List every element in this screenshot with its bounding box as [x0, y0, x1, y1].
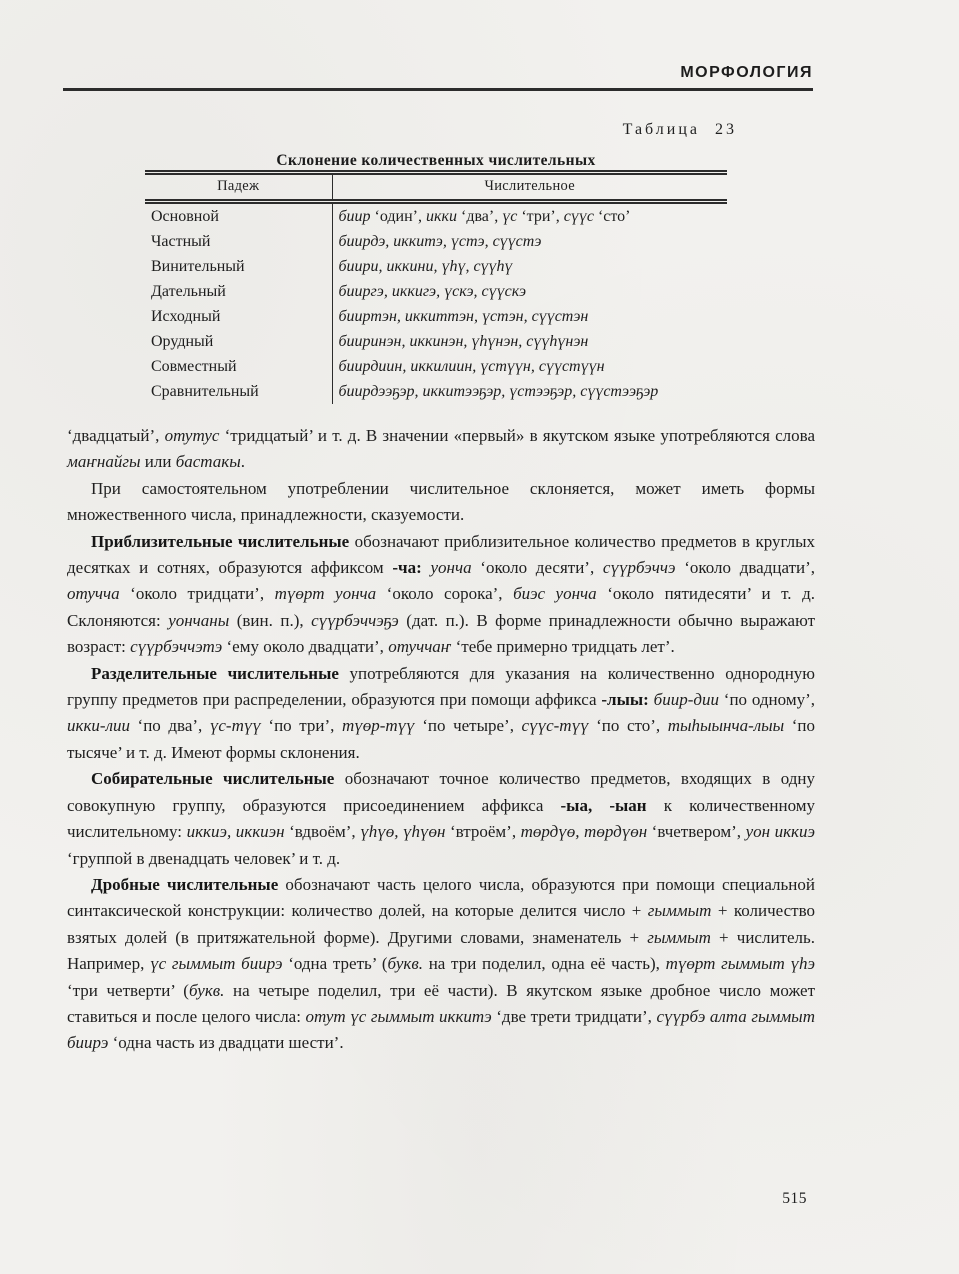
- text-run: отуччаҥ: [388, 637, 452, 657]
- text-run: к количественному числительному:: [67, 795, 816, 842]
- body-text: [67, 423, 815, 1057]
- table-row: [145, 254, 727, 279]
- text-run: отутус: [164, 426, 220, 445]
- text-run: гыммыт: [647, 901, 712, 921]
- text-run: + количество взятых долей (в притяжательной форме). Другими словами, знаменатель +: [67, 901, 815, 947]
- numeral-cell: [332, 329, 727, 354]
- text-run: на четыре поделил, три её части). В якутском языке дробное число может ставиться и после целого числа:: [67, 980, 815, 1026]
- text-run: бииргэ, иккигэ, үскэ, сүүскэ: [338, 282, 527, 300]
- case-cell: Совместный: [151, 357, 237, 375]
- text-run: төрдүө, төрдүөн: [520, 822, 648, 842]
- text-run: икки: [426, 207, 457, 225]
- case-cell: Винительный: [151, 257, 245, 275]
- table-number-label: Таблица 23: [622, 121, 737, 138]
- text-run: [422, 558, 431, 577]
- text-run: ‘около сорока’,: [376, 584, 514, 604]
- text-run: на три поделил, одна её часть),: [422, 954, 666, 974]
- text-run: ‘около пятидесяти’ и т. д. Склоняются:: [67, 584, 815, 630]
- text-run: ‘по два’,: [129, 716, 210, 736]
- text-run: ‘около десяти’,: [471, 558, 603, 578]
- text-run: отучча: [67, 584, 120, 604]
- running-head: МОРФОЛОГИЯ: [680, 64, 813, 81]
- numeral-cell: [332, 229, 727, 254]
- numeral-cell: [332, 304, 727, 329]
- numeral-cell: [332, 254, 727, 279]
- text-run: (вин. п.),: [229, 610, 312, 630]
- text-run: .: [240, 452, 245, 472]
- declension-table: [145, 170, 727, 404]
- text-run: биир: [338, 207, 371, 225]
- text-run: -ча:: [392, 558, 422, 578]
- text-run: ‘сто’: [593, 207, 631, 225]
- text-run: икки-лии: [67, 716, 130, 736]
- text-run: ‘около двадцати’,: [675, 558, 816, 578]
- text-run: ‘три’,: [517, 207, 564, 225]
- header-rule: [63, 88, 813, 91]
- text-run: ‘три четверти’ (: [67, 980, 189, 1000]
- text-run: сүүрбэччэ: [602, 558, 676, 578]
- paragraph: [67, 661, 815, 767]
- text-run: ‘по тысяче’ и т. д. Имеют формы склонения.: [67, 716, 815, 762]
- text-run: түөрт уонча: [274, 584, 377, 604]
- text-run: ‘одна часть из двадцати шести’.: [108, 1033, 344, 1053]
- text-run: ‘втроём’,: [445, 822, 521, 842]
- text-run: үс-түү: [209, 716, 261, 736]
- case-cell: Частный: [151, 232, 211, 250]
- text-run: (дат. п.). В форме принадлежности обычно выражают возраст:: [67, 610, 815, 657]
- text-run: сүүрбэччэтэ: [130, 637, 223, 657]
- table-header-row: [145, 173, 727, 202]
- paragraph: [67, 423, 815, 476]
- text-run: или: [140, 452, 176, 472]
- text-run: биирдиин, иккилиин, үстүүн, сүүстүүн: [338, 357, 605, 375]
- text-run: биири, иккини, үһү, сүүһү: [338, 257, 513, 275]
- text-run: отут үс гыммыт иккитэ: [305, 1006, 492, 1026]
- text-run: Разделительные числительные: [91, 663, 339, 683]
- text-run: сүүс-түү: [521, 716, 589, 736]
- text-run: түөр-түү: [341, 716, 415, 736]
- case-cell: Дательный: [151, 282, 226, 300]
- text-run: ‘два’,: [456, 207, 503, 225]
- case-cell: Исходный: [151, 307, 221, 325]
- case-cell: Основной: [151, 207, 219, 225]
- text-run: ‘тебе примерно тридцать лет’.: [451, 637, 675, 657]
- text-run: ‘один’,: [370, 207, 427, 225]
- text-run: Приблизительные числительные: [91, 531, 350, 551]
- text-run: ‘по сто’,: [588, 716, 668, 736]
- text-run: ‘по четыре’,: [414, 716, 522, 736]
- case-cell: Орудный: [151, 332, 214, 350]
- numeral-cell: [332, 202, 727, 230]
- paragraph: [67, 872, 815, 1057]
- text-run: обозначают точное количество предметов, входящих в одну совокупную группу, образуются присоединением аффикса: [67, 769, 815, 815]
- text-run: түөрт гыммыт үһэ: [665, 954, 815, 974]
- text-run: үһүө, үһүөн: [360, 822, 446, 842]
- table-row: [145, 279, 727, 304]
- text-run: обозначают часть целого числа, образуются при помощи специальной синтаксической конструкции: количество долей, на которые делится число +: [67, 874, 815, 921]
- text-run: При самостоятельном употреблении числительное склоняется, может иметь формы множественного числа, принадлежности, сказуемости.: [67, 478, 815, 525]
- text-run: сүүрбэччэҕэ: [311, 610, 399, 630]
- text-run: обозначают приблизительное количество предметов в круглых десятках и сотнях, образуются аффиксом: [67, 531, 815, 578]
- text-run: ‘около тридцати’,: [119, 584, 275, 604]
- text-run: ‘одна треть’ (: [282, 954, 388, 974]
- text-run: ‘двадцатый’,: [67, 426, 165, 445]
- text-run: употребляются для указания на количественно однородную группу предметов при распределении, образуются при помощи аффикса: [67, 663, 815, 710]
- text-run: бииринэн, иккинэн, үһүнэн, сүүһүнэн: [338, 332, 589, 350]
- text-run: -ыа, -ыан: [560, 795, 647, 815]
- table-row: [145, 202, 727, 230]
- column-header-numeral: Числительное: [332, 173, 727, 202]
- page-number: 515: [782, 1190, 807, 1207]
- text-run: биирдээҕэр, иккитээҕэр, үстээҕэр, сүүстээҕэр: [338, 382, 659, 400]
- text-run: сүүрбэ алта гыммыт биирэ: [67, 1006, 815, 1053]
- case-cell: Сравнительный: [151, 382, 259, 400]
- text-run: ‘тридцатый’ и т. д. В значении «первый» в якутском языке употребляются слова: [219, 426, 816, 445]
- text-run: ‘вдвоём’,: [284, 822, 361, 842]
- text-run: уончаны: [168, 610, 230, 630]
- numeral-cell: [332, 379, 727, 404]
- text-run: бастакы: [175, 452, 241, 472]
- text-run: ‘вчетвером’,: [647, 822, 746, 842]
- text-run: иккиэ, иккиэн: [186, 822, 285, 842]
- text-run: -лыы:: [601, 690, 649, 710]
- text-run: букв.: [387, 954, 423, 974]
- table-row: [145, 304, 727, 329]
- text-run: Дробные числительные: [91, 874, 279, 894]
- text-run: ‘ему около двадцати’,: [222, 637, 389, 657]
- text-run: уон иккиэ: [745, 822, 816, 842]
- numeral-cell: [332, 279, 727, 304]
- text-run: тыһыынча-лыы: [667, 716, 785, 736]
- text-run: биир-дии: [653, 690, 719, 710]
- paragraph: [67, 476, 815, 529]
- text-run: ‘группой в двенадцать человек’ и т. д.: [67, 848, 341, 868]
- text-run: ‘по три’,: [260, 716, 342, 736]
- table-row: [145, 229, 727, 254]
- text-run: үс: [502, 207, 518, 225]
- table-row: [145, 329, 727, 354]
- text-run: уонча: [430, 558, 472, 578]
- table-row: [145, 354, 727, 379]
- text-run: гыммыт: [647, 927, 711, 947]
- table-row: [145, 379, 727, 404]
- text-run: бииртэн, иккиттэн, үстэн, сүүстэн: [338, 307, 589, 325]
- text-run: биирдэ, иккитэ, үстэ, сүүстэ: [338, 232, 542, 250]
- column-header-case: Падеж: [145, 173, 332, 202]
- text-run: ‘две трети тридцати’,: [491, 1006, 657, 1026]
- table-title: Склонение количественных числительных: [276, 152, 596, 169]
- text-run: ‘по одному’,: [718, 690, 815, 710]
- paragraph: [67, 529, 815, 661]
- text-run: Собирательные числительные: [91, 769, 335, 789]
- text-run: сүүс: [563, 207, 594, 225]
- numeral-cell: [332, 354, 727, 379]
- paragraph: [67, 766, 815, 872]
- text-run: маҥнайгы: [67, 452, 141, 472]
- text-run: + числитель. Например,: [67, 927, 815, 974]
- text-run: биэс уонча: [513, 584, 597, 604]
- text-run: үс гыммыт биирэ: [150, 954, 283, 974]
- text-run: букв.: [188, 980, 225, 1000]
